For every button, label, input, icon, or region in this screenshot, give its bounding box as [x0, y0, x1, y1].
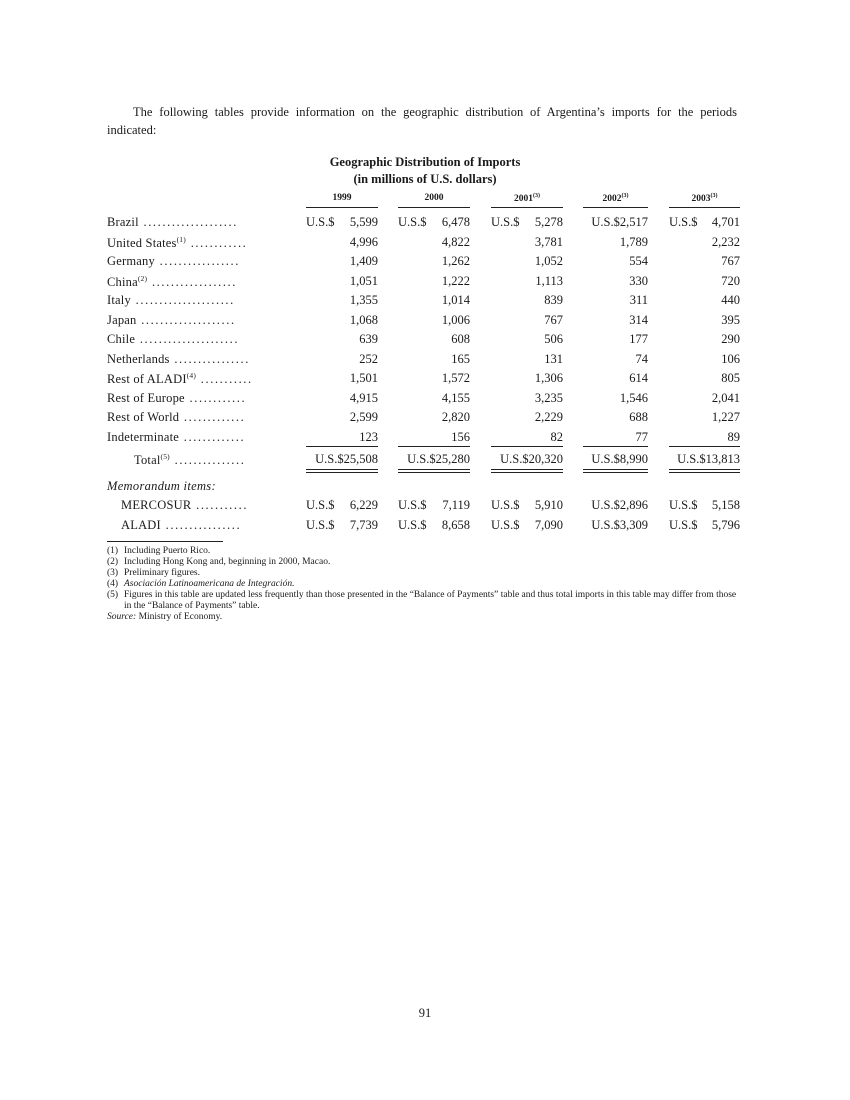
cell-value: 688 [629, 410, 648, 424]
table-cell [669, 235, 740, 254]
leader-dots: ................ [160, 517, 242, 532]
table-cell [398, 254, 470, 273]
cell-value: 1,222 [441, 273, 470, 288]
footnote-text: Figures in this table are updated less frequently than those presented in the “Balance of Payments” table and thus total imports in this table may differ from those in the “Balance of Payments” table. [124, 590, 737, 611]
column-header-note: (3) [533, 193, 540, 199]
table-cell [669, 518, 740, 537]
leader-dots: ................ [169, 351, 250, 366]
currency-prefix: U.S.$ [306, 215, 335, 229]
cell-value: 5,599 [349, 215, 378, 229]
table-cell [669, 498, 740, 517]
cell-value: 1,051 [349, 273, 378, 288]
cell-value: 5,278 [534, 215, 563, 229]
row-label [107, 371, 292, 387]
currency-prefix: U.S.$ [669, 498, 698, 512]
table-cell [491, 332, 563, 351]
table-cell [583, 498, 648, 517]
row-name: Chile [107, 332, 136, 346]
currency-prefix: U.S.$ [669, 517, 698, 532]
table-cell [306, 332, 378, 351]
leader-dots: ............ [185, 235, 248, 250]
currency-prefix: U.S.$ [306, 517, 335, 532]
table-row [0, 371, 850, 390]
row-label [107, 274, 292, 290]
source-text: Ministry of Economy. [136, 612, 223, 622]
total-double-rule [669, 469, 740, 473]
row-name: Netherlands [107, 351, 170, 366]
table-row [0, 391, 850, 410]
table-cell [583, 410, 648, 429]
table-cell [669, 332, 740, 351]
currency-prefix: U.S.$ [398, 215, 427, 229]
table-cell [398, 274, 470, 293]
currency-prefix: U.S.$ [491, 498, 520, 512]
cell-value: 131 [544, 351, 563, 366]
row-name: Italy [107, 293, 131, 307]
cell-value: U.S.$8,990 [591, 452, 648, 466]
cell-value: 1,113 [535, 273, 563, 288]
leader-dots: .................. [147, 274, 237, 289]
cell-value: 2,041 [711, 390, 740, 405]
table-cell [669, 254, 740, 273]
footnote-text: Including Hong Kong and, beginning in 2000, Macao. [124, 557, 331, 567]
total-double-rule [306, 469, 378, 473]
table-cell [583, 274, 648, 293]
table-cell [398, 352, 470, 371]
cell-value: 165 [451, 351, 470, 366]
table-cell [491, 391, 563, 410]
column-header-label: 2002 [602, 194, 622, 204]
column-header-note: (3) [710, 193, 718, 199]
column-header-label: 2001 [514, 194, 533, 204]
row-label [107, 430, 292, 445]
table-cell [398, 518, 470, 537]
row-label [107, 215, 292, 230]
table-cell [669, 410, 740, 429]
row-label [107, 352, 292, 367]
cell-value: 74 [635, 351, 648, 366]
subtotal-rule [583, 446, 648, 447]
total-double-rule [491, 469, 563, 473]
table-cell [306, 274, 378, 293]
footnote-marker: (5) [107, 590, 119, 600]
cell-value: 506 [544, 332, 563, 346]
currency-prefix: U.S.$ [398, 517, 427, 532]
leader-dots: ..................... [135, 332, 240, 346]
cell-value: 1,546 [619, 390, 648, 405]
column-header-2000 [398, 193, 470, 208]
row-name: Brazil [107, 215, 139, 229]
cell-value: U.S.$3,309 [591, 517, 648, 532]
footnote [107, 568, 739, 579]
table-cell [669, 371, 740, 390]
cell-value: 177 [629, 332, 648, 346]
cell-value: 1,572 [441, 371, 470, 385]
currency-prefix: U.S.$ [491, 215, 520, 229]
table-cell [306, 313, 378, 332]
row-label [107, 498, 292, 513]
cell-value: 5,158 [711, 498, 740, 512]
table-row [0, 313, 850, 332]
row-name: Rest of Europe [107, 390, 185, 405]
cell-value: U.S.$20,320 [500, 452, 563, 466]
table-row [0, 254, 850, 273]
source-line [107, 612, 739, 623]
currency-prefix: U.S.$ [669, 215, 698, 229]
table-cell [583, 254, 648, 273]
row-label [107, 293, 292, 308]
currency-prefix: U.S.$ [398, 498, 427, 512]
footnote-text: Asociación Latinoamericana de Integración. [124, 579, 295, 589]
row-label [107, 235, 292, 251]
table-cell [306, 293, 378, 312]
leader-dots: ............. [179, 429, 246, 444]
table-cell [306, 215, 378, 234]
table-cell [491, 371, 563, 390]
table-row [0, 352, 850, 371]
intro-paragraph: The following tables provide information on the geographic distribution of Argentina’s imports for the periods indicated: [107, 105, 737, 137]
table-cell [398, 313, 470, 332]
cell-value: 4,701 [711, 215, 740, 229]
table-cell [583, 518, 648, 537]
cell-value: 314 [629, 312, 648, 327]
cell-value: 3,235 [534, 390, 563, 405]
row-note: (4) [186, 371, 197, 380]
footnote [107, 557, 739, 568]
row-label [107, 332, 292, 347]
cell-value: 2,232 [711, 234, 740, 249]
cell-value: 1,262 [441, 254, 470, 268]
leader-dots: ............ [184, 390, 247, 405]
row-note: (2) [137, 273, 148, 283]
column-header-2001 [491, 193, 563, 208]
cell-value: 2,820 [441, 410, 470, 424]
currency-prefix: U.S.$ [491, 517, 520, 532]
table-cell [491, 313, 563, 332]
table-row [0, 410, 850, 429]
leader-dots: .................... [138, 215, 238, 229]
table-cell [306, 410, 378, 429]
cell-value: 4,915 [349, 390, 378, 405]
table-cell [583, 215, 648, 234]
table-cell [491, 254, 563, 273]
column-header-label: 2000 [424, 193, 444, 203]
table-cell [669, 391, 740, 410]
cell-value: 767 [721, 254, 740, 268]
cell-value: 7,119 [442, 498, 470, 512]
memorandum-title: Memorandum items: [107, 479, 216, 493]
subtotal-rule [398, 446, 470, 447]
column-header-2003 [669, 193, 740, 208]
footnote [107, 590, 739, 612]
cell-value: 156 [451, 429, 470, 444]
table-cell [583, 391, 648, 410]
row-name: ALADI [121, 517, 161, 532]
cell-value: 608 [451, 332, 470, 346]
cell-value: 123 [359, 429, 378, 444]
table-cell [306, 235, 378, 254]
footnote-marker: (4) [107, 579, 119, 589]
footnote [107, 546, 739, 557]
cell-value: 290 [721, 332, 740, 346]
cell-value: U.S.$25,508 [315, 452, 378, 466]
cell-value: 4,996 [349, 234, 378, 249]
cell-value: 1,227 [711, 410, 740, 424]
row-label [107, 452, 292, 468]
leader-dots: ..................... [130, 293, 235, 307]
column-header-2002 [583, 193, 648, 208]
cell-value: U.S.$2,896 [591, 498, 648, 512]
cell-value: 1,068 [349, 312, 378, 327]
footnote-marker: (2) [107, 557, 119, 567]
table-cell [669, 274, 740, 293]
footnote-text: Preliminary figures. [124, 568, 200, 578]
table-cell [583, 332, 648, 351]
table-row [0, 293, 850, 312]
memo-row [0, 518, 850, 537]
table-cell [669, 293, 740, 312]
footnote-marker: (3) [107, 568, 119, 578]
cell-value: 4,822 [441, 234, 470, 249]
subtotal-rule [669, 446, 740, 447]
cell-value: 2,229 [534, 410, 563, 424]
table-cell [306, 254, 378, 273]
cell-value: 3,781 [534, 234, 563, 249]
row-name: China [107, 274, 138, 289]
cell-value: 805 [721, 371, 740, 385]
leader-dots: ........... [191, 498, 249, 512]
table-cell [583, 352, 648, 371]
table-cell [491, 518, 563, 537]
cell-value: 77 [635, 429, 648, 444]
row-name: MERCOSUR [121, 498, 192, 512]
cell-value: 5,796 [711, 517, 740, 532]
table-cell [398, 293, 470, 312]
table-cell [398, 498, 470, 517]
row-name: Total [134, 453, 161, 467]
cell-value: 252 [359, 351, 378, 366]
cell-value: 4,155 [441, 390, 470, 405]
table-cell [306, 498, 378, 517]
table-title-line2: (in millions of U.S. dollars) [353, 172, 497, 186]
table-cell [491, 274, 563, 293]
cell-value: 7,739 [349, 517, 378, 532]
footnote-marker: (1) [107, 546, 119, 556]
cell-value: 440 [721, 293, 740, 307]
cell-value: 8,658 [441, 517, 470, 532]
table-cell [491, 215, 563, 234]
row-label [107, 391, 292, 406]
cell-value: U.S.$2,517 [591, 215, 648, 229]
row-name: Japan [107, 312, 137, 327]
cell-value: 6,229 [349, 498, 378, 512]
page-number: 91 [418, 1006, 432, 1020]
cell-value: 1,355 [349, 293, 378, 307]
leader-dots: .................... [136, 312, 236, 327]
row-label [107, 313, 292, 328]
table-cell [669, 215, 740, 234]
cell-value: 6,478 [441, 215, 470, 229]
cell-value: 89 [727, 429, 740, 444]
total-double-rule [583, 469, 648, 473]
currency-prefix: U.S.$ [306, 498, 335, 512]
table-cell [398, 371, 470, 390]
footnote-text: Including Puerto Rico. [124, 546, 211, 556]
table-row [0, 332, 850, 351]
table-cell [398, 391, 470, 410]
row-label [107, 518, 292, 533]
leader-dots: ........... [196, 372, 253, 386]
table-cell [669, 313, 740, 332]
table-cell [398, 215, 470, 234]
cell-value: U.S.$13,813 [677, 452, 740, 466]
table-cell [583, 235, 648, 254]
table-cell [491, 498, 563, 517]
cell-value: 311 [629, 293, 648, 307]
table-cell [583, 313, 648, 332]
cell-value: 5,910 [534, 498, 563, 512]
cell-value: 614 [629, 371, 648, 385]
table-row [0, 274, 850, 293]
cell-value: 1,501 [349, 371, 378, 385]
row-note: (1) [176, 234, 186, 244]
table-cell [398, 410, 470, 429]
source-label: Source: [107, 612, 137, 622]
table-cell [491, 293, 563, 312]
cell-value: 1,052 [534, 254, 563, 268]
table-cell [306, 518, 378, 537]
row-name: Indeterminate [107, 429, 180, 444]
table-cell [491, 410, 563, 429]
cell-value: 1,789 [619, 234, 648, 249]
table-title-line1: Geographic Distribution of Imports [329, 155, 521, 169]
column-header-label: 1999 [332, 193, 352, 203]
cell-value: 720 [721, 273, 740, 288]
row-name: Germany [107, 254, 155, 268]
total-double-rule [398, 469, 470, 473]
column-header-label: 2003 [691, 194, 711, 204]
cell-value: 82 [550, 429, 563, 444]
column-header-1999 [306, 193, 378, 208]
table-row [0, 235, 850, 254]
leader-dots: ................. [154, 254, 240, 268]
cell-value: 554 [629, 254, 648, 268]
cell-value: 767 [544, 312, 563, 327]
cell-value: 639 [359, 332, 378, 346]
column-header-note: (3) [621, 193, 629, 199]
leader-dots: ............. [179, 410, 246, 424]
footnote [107, 579, 739, 590]
subtotal-rule [306, 446, 378, 447]
table-cell [583, 293, 648, 312]
row-label [107, 410, 292, 425]
row-note: (5) [160, 452, 170, 461]
cell-value: 1,306 [534, 371, 563, 385]
table-cell [306, 391, 378, 410]
row-name: Rest of World [107, 410, 180, 424]
subtotal-rule [491, 446, 563, 447]
table-cell [306, 352, 378, 371]
cell-value: U.S.$25,280 [407, 452, 470, 466]
cell-value: 839 [544, 293, 563, 307]
memo-row [0, 498, 850, 517]
row-name: Rest of ALADI [107, 372, 187, 386]
cell-value: 2,599 [349, 410, 378, 424]
table-cell [669, 352, 740, 371]
leader-dots: ............... [169, 453, 246, 467]
cell-value: 330 [629, 273, 648, 288]
cell-value: 1,006 [441, 312, 470, 327]
table-cell [398, 235, 470, 254]
cell-value: 1,409 [349, 254, 378, 268]
cell-value: 395 [721, 312, 740, 327]
table-cell [491, 352, 563, 371]
footnote-divider [107, 541, 223, 542]
cell-value: 106 [721, 351, 740, 366]
footnotes [107, 546, 739, 623]
cell-value: 7,090 [534, 517, 563, 532]
table-cell [583, 371, 648, 390]
row-label [107, 254, 292, 269]
table-cell [398, 332, 470, 351]
table-cell [306, 371, 378, 390]
table-title [300, 154, 550, 188]
table-row [0, 215, 850, 234]
row-name: United States [107, 235, 177, 250]
table-cell [491, 235, 563, 254]
cell-value: 1,014 [441, 293, 470, 307]
